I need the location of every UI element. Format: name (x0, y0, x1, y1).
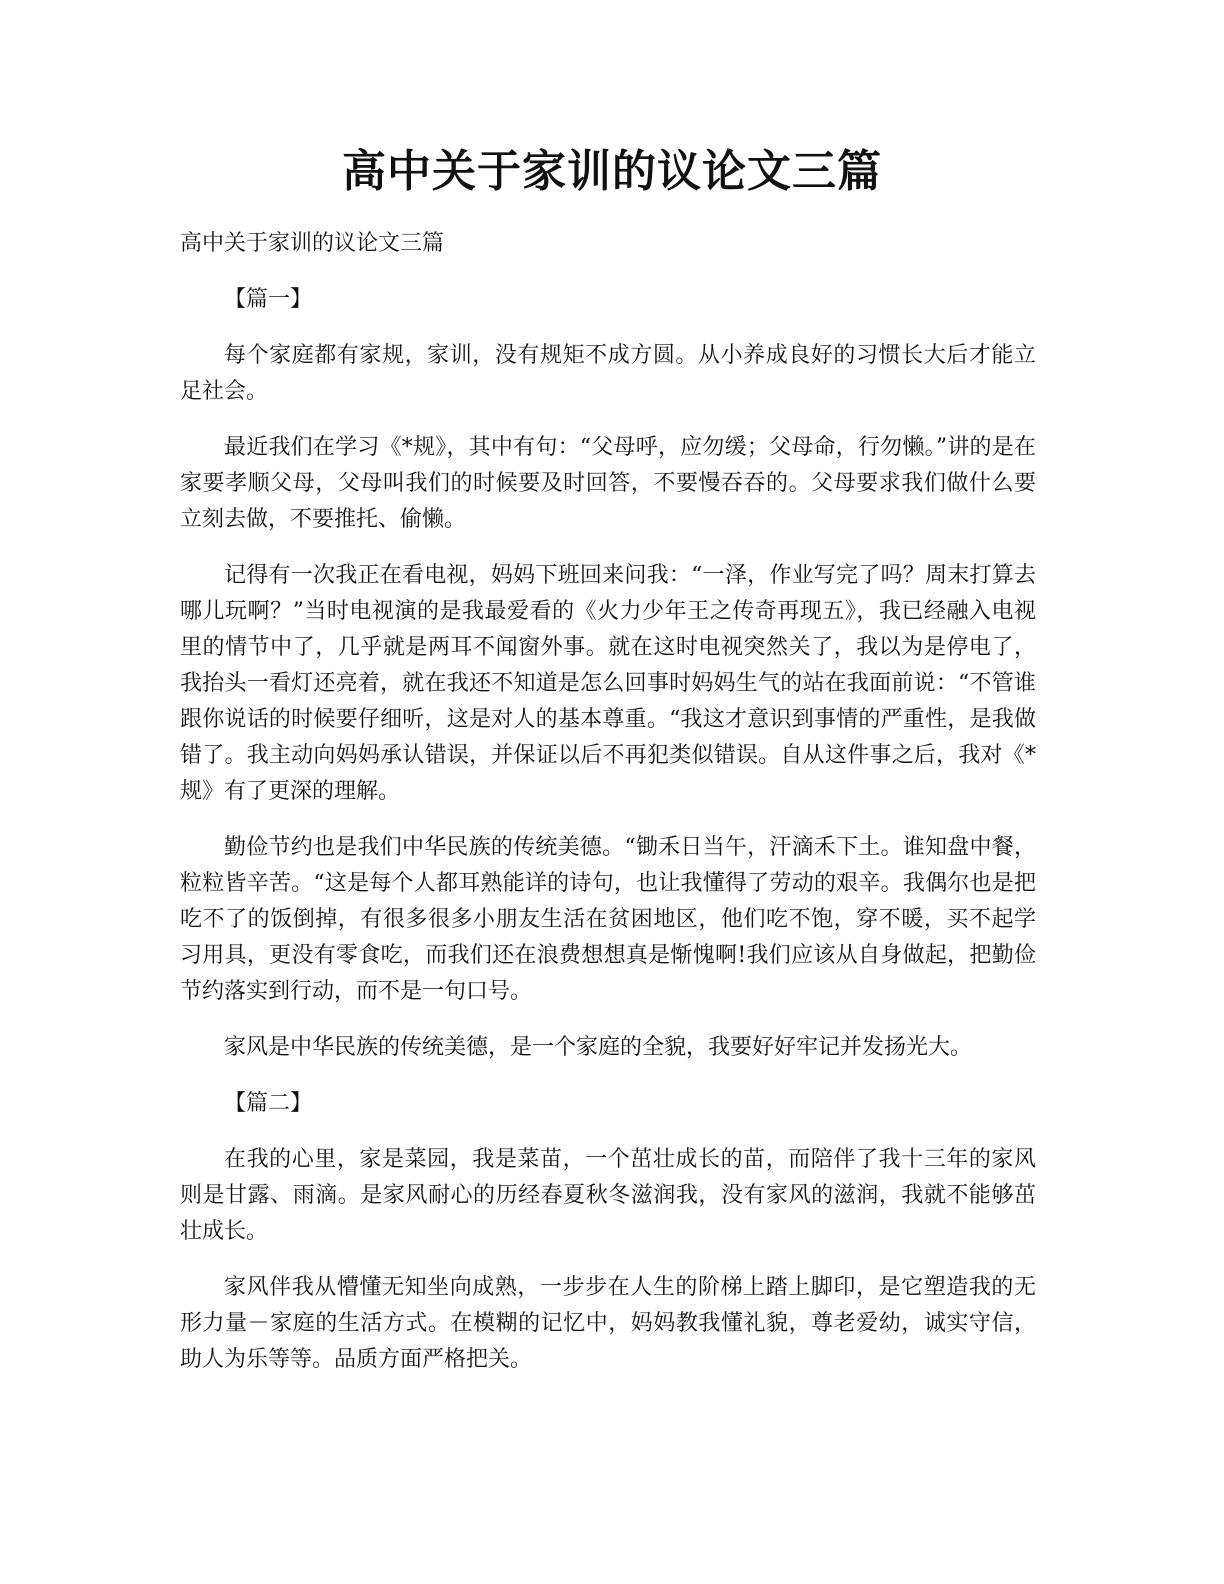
section-heading-2: 【篇二】 (224, 1091, 313, 1116)
paragraph: 在我的心里，家是菜园，我是菜苗，一个茁壮成长的苗，而陪伴了我十三年的家风则是甘露、雨滴。是家风耐心的历经春夏秋冬滋润我，没有家风的滋润，我就不能够茁壮成长。 (180, 1147, 1036, 1244)
section-heading-1: 【篇一】 (224, 287, 313, 312)
paragraph: 记得有一次我正在看电视，妈妈下班回来问我：“一泽，作业写完了吗？周末打算去哪儿玩啊？”当时电视演的是我最爱看的《火力少年王之传奇再现五》，我已经融入电视里的情节中了，几乎就是两耳不闻窗外事。就在这时电视突然关了，我以为是停电了，我抬头一看灯还亮着，就在我还不知道是怎么回事时妈妈生气的站在我面前说：“不管谁跟你说话的时候要仔细听，这是对人的基本尊重。“我这才意识到事情的严重性，是我做错了。我主动向妈妈承认错误，并保证以后不再犯类似错误。自从这件事之后，我对《*规》有了更深的理解。 (180, 563, 1036, 804)
paragraph: 家风是中华民族的传统美德，是一个家庭的全貌，我要好好牢记并发扬光大。 (224, 1035, 973, 1060)
paragraph: 勤俭节约也是我们中华民族的传统美德。“锄禾日当午，汗滴禾下土。谁知盘中餐，粒粒皆辛苦。“这是每个人都耳熟能详的诗句，也让我懂得了劳动的艰辛。我偶尔也是把吃不了的饭倒掉，有很多很多小朋友生活在贫困地区，他们吃不饱，穿不暖，买不起学习用具，更没有零食吃，而我们还在浪费想想真是惭愧啊!我们应该从自身做起，把勤俭节约落实到行动，而不是一句口号。 (180, 835, 1036, 1004)
paragraph: 最近我们在学习《*规》，其中有句：“父母呼，应勿缓；父母命，行勿懒。”讲的是在家要孝顺父母，父母叫我们的时候要及时回答，不要慢吞吞的。父母要求我们做什么要立刻去做，不要推托、偷懒。 (180, 435, 1036, 532)
page-title: 高中关于家训的议论文三篇 (342, 146, 882, 197)
paragraph: 家风伴我从懵懂无知坐向成熟，一步步在人生的阶梯上踏上脚印，是它塑造我的无形力量－家庭的生活方式。在模糊的记忆中，妈妈教我懂礼貌，尊老爱幼，诚实守信，助人为乐等等。品质方面严格把关。 (180, 1275, 1036, 1372)
document-body (180, 226, 1036, 1398)
paragraph: 每个家庭都有家规，家训，没有规矩不成方圆。从小养成良好的习惯长大后才能立足社会。 (180, 343, 1036, 404)
document-subtitle: 高中关于家训的议论文三篇 (180, 231, 445, 256)
